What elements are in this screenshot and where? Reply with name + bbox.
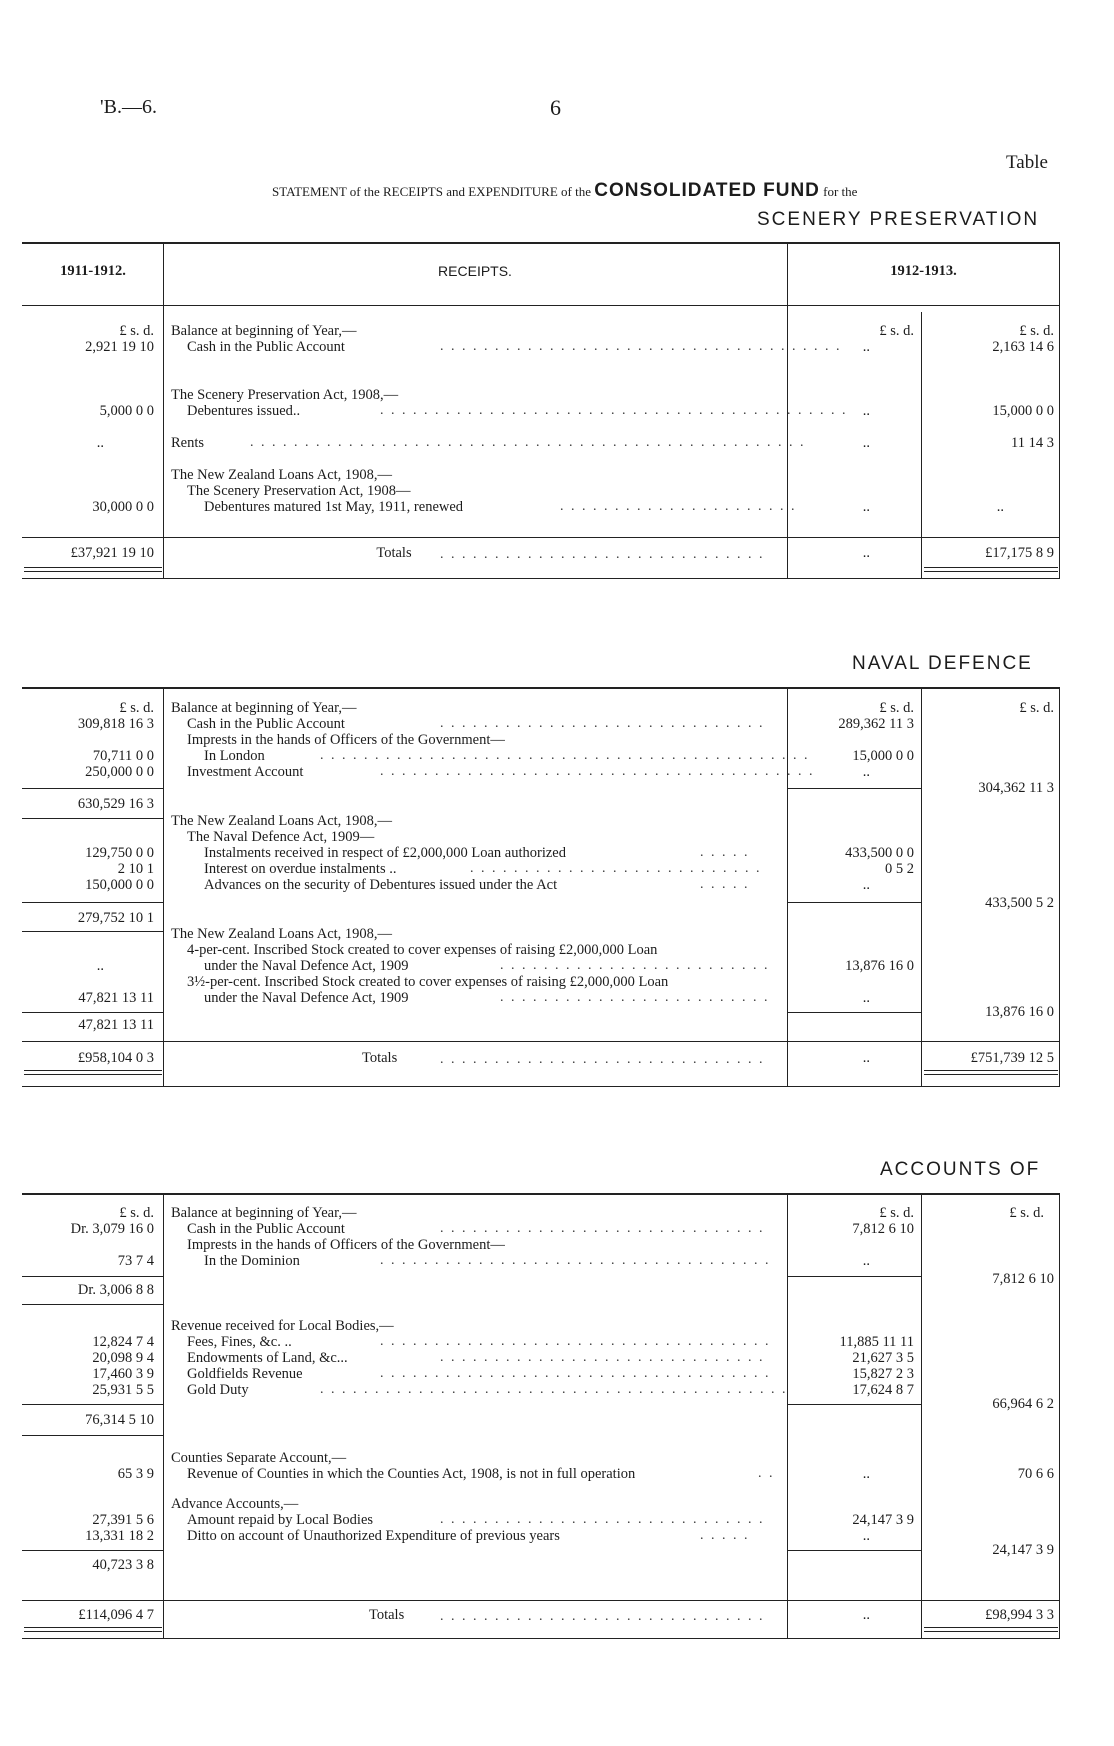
naval-advances-prev: 150,000 0 0 xyxy=(85,877,154,893)
naval-three-pc-label-cont: under the Naval Defence Act, 1909 xyxy=(204,990,409,1006)
naval-cash-prev: 309,818 16 3 xyxy=(77,716,154,732)
accounts-subtotal-1-prev: Dr. 3,006 8 8 xyxy=(77,1282,154,1298)
scenery-balance-heading: Balance at beginning of Year,— xyxy=(171,323,357,339)
scenery-debentures-prev: 5,000 0 0 xyxy=(99,403,154,419)
scenery-matured-cur-a: .. xyxy=(862,499,870,515)
accounts-counties-prev: 65 3 9 xyxy=(117,1466,154,1482)
accounts-ditto-label: Ditto on account of Unauthorized Expenditure of previous years xyxy=(187,1528,560,1544)
scenery-rents-cur-a: .. xyxy=(862,435,870,451)
scenery-currency-left: £ s. d. xyxy=(119,323,154,339)
accounts-subtotal-3-prev: 40,723 3 8 xyxy=(92,1557,154,1573)
scenery-cash-prev: 2,921 19 10 xyxy=(85,339,154,355)
accounts-dominion-label: In the Dominion xyxy=(204,1253,300,1269)
scenery-matured-prev: 30,000 0 0 xyxy=(92,499,154,515)
accounts-total-cur: £98,994 3 3 xyxy=(985,1607,1054,1623)
accounts-revenue-heading: Revenue received for Local Bodies,— xyxy=(171,1318,394,1334)
accounts-title: ACCOUNTS OF xyxy=(880,1159,1041,1180)
naval-total-cur-a: .. xyxy=(862,1050,870,1066)
accounts-subtotal-1-cur: 7,812 6 10 xyxy=(992,1271,1054,1287)
accounts-fees-label: Fees, Fines, &c. .. xyxy=(187,1334,292,1350)
naval-total-prev: £958,104 0 3 xyxy=(77,1050,154,1066)
accounts-imprests-heading: Imprests in the hands of Officers of the Government— xyxy=(187,1237,505,1253)
accounts-totals-label: Totals xyxy=(369,1607,405,1623)
scenery-title: SCENERY PRESERVATION xyxy=(757,209,1040,230)
accounts-currency-right-b: £ s. d. xyxy=(1009,1205,1044,1221)
naval-investment-label: Investment Account xyxy=(187,764,304,780)
scenery-debentures-cur-a: .. xyxy=(862,403,870,419)
naval-london-label: In London xyxy=(204,748,265,764)
accounts-dominion-cur-a: .. xyxy=(862,1253,870,1269)
scenery-col-left: 1911-1912. xyxy=(60,263,126,279)
accounts-fees-cur-a: 11,885 11 11 xyxy=(839,1334,914,1350)
naval-subtotal-2-cur: 433,500 5 2 xyxy=(985,895,1054,911)
accounts-total-prev: £114,096 4 7 xyxy=(78,1607,154,1623)
statement-heading-a: STATEMENT of the RECEIPTS and EXPENDITURE of the xyxy=(272,184,591,199)
naval-instalments-label: Instalments received in respect of £2,000,000 Loan authorized xyxy=(204,845,566,861)
naval-four-pc-label-cont: under the Naval Defence Act, 1909 xyxy=(204,958,409,974)
accounts-repaid-prev: 27,391 5 6 xyxy=(92,1512,154,1528)
accounts-currency-left: £ s. d. xyxy=(119,1205,154,1221)
naval-interest-label: Interest on overdue instalments .. xyxy=(204,861,397,877)
scenery-total-cur-a: .. xyxy=(862,545,870,561)
naval-interest-prev: 2 10 1 xyxy=(117,861,154,877)
naval-subtotal-1-cur: 304,362 11 3 xyxy=(978,780,1054,796)
naval-four-pc-prev: .. xyxy=(96,958,104,974)
accounts-cash-prev: Dr. 3,079 16 0 xyxy=(70,1221,154,1237)
accounts-gold-duty-label: Gold Duty xyxy=(187,1382,249,1398)
naval-three-pc-cur-a: .. xyxy=(862,990,870,1006)
accounts-repaid-cur-a: 24,147 3 9 xyxy=(852,1512,914,1528)
accounts-gold-duty-prev: 25,931 5 5 xyxy=(92,1382,154,1398)
accounts-total-cur-a: .. xyxy=(862,1607,870,1623)
naval-investment-prev: 250,000 0 0 xyxy=(85,764,154,780)
naval-balance-heading: Balance at beginning of Year,— xyxy=(171,700,357,716)
accounts-goldfields-prev: 17,460 3 9 xyxy=(92,1366,154,1382)
naval-subtotal-2-prev: 279,752 10 1 xyxy=(77,910,154,926)
accounts-cash-cur-a: 7,812 6 10 xyxy=(852,1221,914,1237)
naval-instalments-prev: 129,750 0 0 xyxy=(85,845,154,861)
naval-imprests-heading: Imprests in the hands of Officers of the Government— xyxy=(187,732,505,748)
scenery-loans-heading: The New Zealand Loans Act, 1908,— xyxy=(171,467,393,483)
scenery-totals-label: Totals xyxy=(376,545,412,561)
naval-three-pc-prev: 47,821 13 11 xyxy=(78,990,154,1006)
accounts-goldfields-cur-a: 15,827 2 3 xyxy=(852,1366,914,1382)
naval-title: NAVAL DEFENCE xyxy=(852,653,1033,674)
page-number: 6 xyxy=(550,95,561,120)
accounts-subtotal-2-cur: 66,964 6 2 xyxy=(992,1396,1054,1412)
scenery-debentures-cur: 15,000 0 0 xyxy=(992,403,1054,419)
scenery-rents-label: Rents xyxy=(171,435,205,451)
scenery-col-right: 1912-1913. xyxy=(890,263,957,279)
scenery-loans-sub: The Scenery Preservation Act, 1908— xyxy=(187,483,411,499)
naval-four-pc-label: 4-per-cent. Inscribed Stock created to cover expenses of raising £2,000,000 Loan xyxy=(187,942,658,958)
accounts-counties-cur-a: .. xyxy=(862,1466,870,1482)
accounts-balance-heading: Balance at beginning of Year,— xyxy=(171,1205,357,1221)
naval-loans-heading: The New Zealand Loans Act, 1908,— xyxy=(171,813,393,829)
naval-subtotal-1-prev: 630,529 16 3 xyxy=(77,796,154,812)
naval-currency-left: £ s. d. xyxy=(119,700,154,716)
naval-interest-cur-a: 0 5 2 xyxy=(885,861,914,877)
statement-heading xyxy=(272,180,858,201)
naval-three-pc-label: 3½-per-cent. Inscribed Stock created to cover expenses of raising £2,000,000 Loan xyxy=(187,974,669,990)
naval-loans-heading-2: The New Zealand Loans Act, 1908,— xyxy=(171,926,393,942)
accounts-endowments-prev: 20,098 9 4 xyxy=(92,1350,154,1366)
scenery-act-heading: The Scenery Preservation Act, 1908,— xyxy=(171,387,399,403)
accounts-counties-heading: Counties Separate Account,— xyxy=(171,1450,347,1466)
page-reference: 'B.—6. xyxy=(100,96,157,118)
accounts-subtotal-3-cur: 24,147 3 9 xyxy=(992,1542,1054,1558)
scenery-matured-cur: .. xyxy=(996,499,1004,515)
naval-currency-right-b: £ s. d. xyxy=(1019,700,1054,716)
scenery-cash-cur: 2,163 14 6 xyxy=(992,339,1054,355)
naval-london-prev: 70,711 0 0 xyxy=(92,748,154,764)
scenery-debentures-label: Debentures issued.. xyxy=(187,403,301,419)
naval-subtotal-3-cur: 13,876 16 0 xyxy=(985,1004,1054,1020)
naval-instalments-cur-a: 433,500 0 0 xyxy=(845,845,914,861)
scenery-cash-cur-a: .. xyxy=(862,339,870,355)
accounts-ditto-cur-a: .. xyxy=(862,1528,870,1544)
scenery-rents-cur: 11 14 3 xyxy=(1011,435,1054,451)
scenery-rents-prev: .. xyxy=(96,435,104,451)
accounts-gold-duty-cur-a: 17,624 8 7 xyxy=(852,1382,914,1398)
scenery-currency-right-b: £ s. d. xyxy=(1019,323,1054,339)
accounts-counties-label: Revenue of Counties in which the Counties Act, 1908, is not in full operation xyxy=(187,1466,636,1482)
naval-cash-label: Cash in the Public Account xyxy=(187,716,345,732)
accounts-endowments-label: Endowments of Land, &c... xyxy=(187,1350,348,1366)
naval-london-cur-a: 15,000 0 0 xyxy=(852,748,914,764)
accounts-cash-label: Cash in the Public Account xyxy=(187,1221,345,1237)
accounts-currency-right-a: £ s. d. xyxy=(879,1205,914,1221)
scenery-total-cur: £17,175 8 9 xyxy=(985,545,1054,561)
statement-heading-c: for the xyxy=(823,184,858,199)
naval-subtotal-3-prev: 47,821 13 11 xyxy=(78,1017,154,1033)
accounts-counties-cur: 70 6 6 xyxy=(1017,1466,1054,1482)
scenery-cash-label: Cash in the Public Account xyxy=(187,339,345,355)
naval-investment-cur-a: .. xyxy=(862,764,870,780)
accounts-advance-heading: Advance Accounts,— xyxy=(171,1496,299,1512)
naval-total-cur: £751,739 12 5 xyxy=(970,1050,1054,1066)
accounts-fees-prev: 12,824 7 4 xyxy=(92,1334,154,1350)
scenery-currency-right-a: £ s. d. xyxy=(879,323,914,339)
naval-advances-label: Advances on the security of Debentures issued under the Act xyxy=(204,877,558,893)
naval-act-heading: The Naval Defence Act, 1909— xyxy=(187,829,375,845)
statement-heading-b: CONSOLIDATED FUND xyxy=(594,180,820,201)
scenery-col-mid: RECEIPTS. xyxy=(438,263,512,279)
accounts-ditto-prev: 13,331 18 2 xyxy=(85,1528,154,1544)
naval-totals-label: Totals xyxy=(362,1050,398,1066)
accounts-repaid-label: Amount repaid by Local Bodies xyxy=(187,1512,374,1528)
table-label: Table xyxy=(1006,152,1048,173)
naval-advances-cur-a: .. xyxy=(862,877,870,893)
naval-currency-right-a: £ s. d. xyxy=(879,700,914,716)
scenery-total-prev: £37,921 19 10 xyxy=(70,545,154,561)
accounts-goldfields-label: Goldfields Revenue xyxy=(187,1366,303,1382)
accounts-subtotal-2-prev: 76,314 5 10 xyxy=(85,1412,154,1428)
accounts-dominion-prev: 73 7 4 xyxy=(117,1253,154,1269)
naval-four-pc-cur-a: 13,876 16 0 xyxy=(845,958,914,974)
accounts-endowments-cur-a: 21,627 3 5 xyxy=(852,1350,914,1366)
naval-cash-cur-a: 289,362 11 3 xyxy=(838,716,914,732)
scenery-matured-label: Debentures matured 1st May, 1911, renewed xyxy=(204,499,464,515)
